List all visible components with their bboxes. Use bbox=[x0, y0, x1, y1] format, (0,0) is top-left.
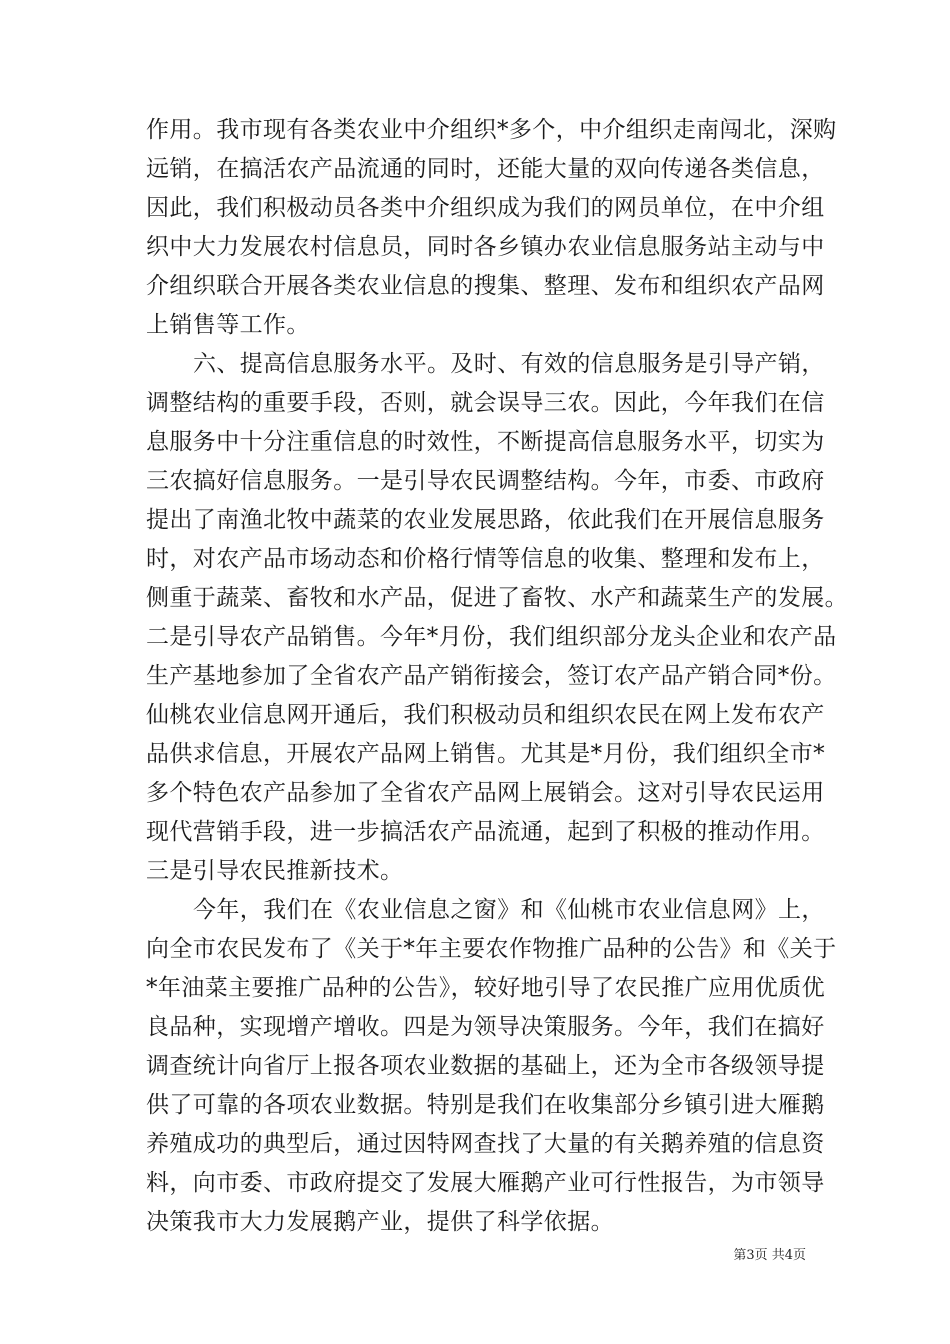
text-line: 织中大力发展农村信息员，同时各乡镇办农业信息服务站主动与中 bbox=[146, 234, 825, 260]
text-line: 向全市农民发布了《关于*年主要农作物推广品种的公告》和《关于 bbox=[146, 936, 837, 962]
text-line: 仙桃农业信息网开通后，我们积极动员和组织农民在网上发布农产 bbox=[146, 702, 825, 728]
text-line: 品供求信息，开展农产品网上销售。尤其是*月份，我们组织全市* bbox=[146, 741, 825, 767]
paragraph-start-line: 六、提高信息服务水平。及时、有效的信息服务是引导产销， bbox=[193, 351, 825, 377]
text-line: 三农搞好信息服务。一是引导农民调整结构。今年，市委、市政府 bbox=[146, 468, 825, 494]
text-line: 供了可靠的各项农业数据。特别是我们在收集部分乡镇引进大雁鹅 bbox=[146, 1092, 825, 1118]
text-line: 多个特色农产品参加了全省农产品网上展销会。这对引导农民运用 bbox=[146, 780, 825, 806]
text-line: 调查统计向省厅上报各项农业数据的基础上，还为全市各级领导提 bbox=[146, 1053, 825, 1079]
text-line: 上销售等工作。 bbox=[146, 312, 310, 338]
text-line: 养殖成功的典型后，通过因特网查找了大量的有关鹅养殖的信息资 bbox=[146, 1131, 825, 1157]
text-line: 调整结构的重要手段，否则，就会误导三农。因此，今年我们在信 bbox=[146, 390, 825, 416]
paragraph-start-line: 今年，我们在《农业信息之窗》和《仙桃市农业信息网》上， bbox=[193, 897, 825, 923]
page-number-footer: 第3页 共4页 bbox=[733, 1248, 806, 1263]
text-line: 生产基地参加了全省农产品产销衔接会，签订农产品产销合同*份。 bbox=[146, 663, 837, 689]
text-line: 三是引导农民推新技术。 bbox=[146, 858, 404, 884]
text-line: *年油菜主要推广品种的公告》，较好地引导了农民推广应用优质优 bbox=[146, 975, 825, 1001]
text-line: 二是引导农产品销售。今年*月份，我们组织部分龙头企业和农产品 bbox=[146, 624, 837, 650]
text-line: 侧重于蔬菜、畜牧和水产品，促进了畜牧、水产和蔬菜生产的发展。 bbox=[146, 585, 848, 611]
text-line: 现代营销手段，进一步搞活农产品流通，起到了积极的推动作用。 bbox=[146, 819, 825, 845]
text-line: 作用。我市现有各类农业中介组织*多个，中介组织走南闯北，深购 bbox=[146, 117, 837, 143]
text-line: 息服务中十分注重信息的时效性，不断提高信息服务水平，切实为 bbox=[146, 429, 825, 455]
text-line: 时，对农产品市场动态和价格行情等信息的收集、整理和发布上， bbox=[146, 546, 825, 572]
text-line: 提出了南渔北牧中蔬菜的农业发展思路，依此我们在开展信息服务 bbox=[146, 507, 825, 533]
text-line: 远销，在搞活农产品流通的同时，还能大量的双向传递各类信息， bbox=[146, 156, 825, 182]
text-line: 因此，我们积极动员各类中介组织成为我们的网员单位，在中介组 bbox=[146, 195, 825, 221]
text-line: 良品种，实现增产增收。四是为领导决策服务。今年，我们在搞好 bbox=[146, 1014, 825, 1040]
text-line: 介组织联合开展各类农业信息的搜集、整理、发布和组织农产品网 bbox=[146, 273, 825, 299]
text-line: 决策我市大力发展鹅产业，提供了科学依据。 bbox=[146, 1209, 614, 1235]
text-line: 料，向市委、市政府提交了发展大雁鹅产业可行性报告，为市领导 bbox=[146, 1170, 825, 1196]
